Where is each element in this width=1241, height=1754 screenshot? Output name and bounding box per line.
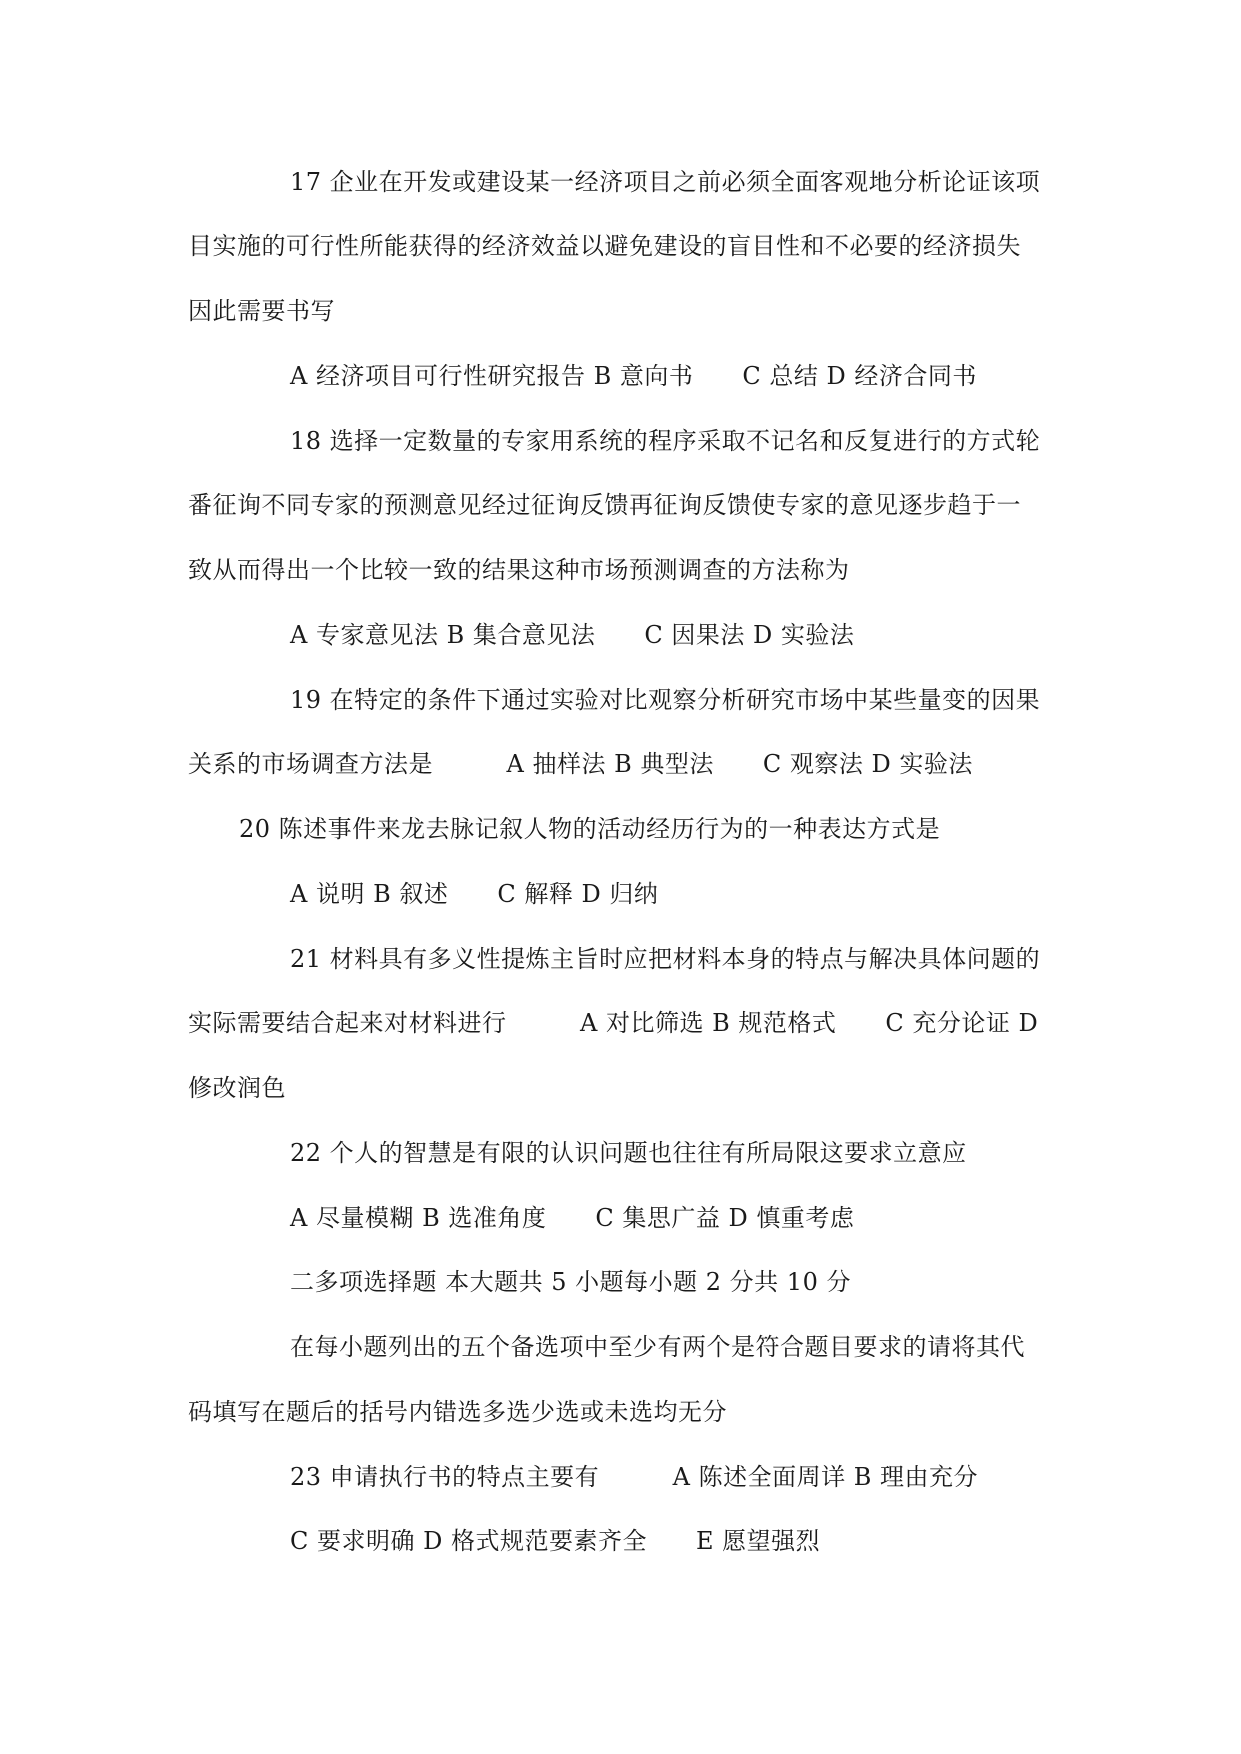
- question-18-line-1: 18 选择一定数量的专家用系统的程序采取不记名和反复进行的方式轮: [290, 427, 1041, 455]
- section-instructions-line-1: 在每小题列出的五个备选项中至少有两个是符合题目要求的请将其代: [290, 1333, 1025, 1361]
- section-instructions-line-2: 码填写在题后的括号内错选多选少选或未选均无分: [188, 1398, 727, 1426]
- question-20-options: A 说明 B 叙述 C 解释 D 归纳: [290, 880, 659, 908]
- question-22-line-1: 22 个人的智慧是有限的认识问题也往往有所局限这要求立意应: [290, 1139, 967, 1167]
- question-17-line-1: 17 企业在开发或建设某一经济项目之前必须全面客观地分析论证该项: [290, 168, 1041, 196]
- question-22-options: A 尽量模糊 B 选准角度 C 集思广益 D 慎重考虑: [290, 1204, 855, 1232]
- question-23-line-1: 23 申请执行书的特点主要有 A 陈述全面周详 B 理由充分: [290, 1463, 979, 1491]
- question-17-line-2: 目实施的可行性所能获得的经济效益以避免建设的盲目性和不必要的经济损失: [188, 232, 1021, 260]
- question-19-line-1: 19 在特定的条件下通过实验对比观察分析研究市场中某些量变的因果: [290, 686, 1041, 714]
- question-20-line-1: 20 陈述事件来龙去脉记叙人物的活动经历行为的一种表达方式是: [239, 815, 941, 843]
- question-18-options: A 专家意见法 B 集合意见法 C 因果法 D 实验法: [290, 621, 855, 649]
- question-21-line-3: 修改润色: [188, 1074, 286, 1102]
- question-21-line-1: 21 材料具有多义性提炼主旨时应把材料本身的特点与解决具体问题的: [290, 945, 1041, 973]
- question-23-options: C 要求明确 D 格式规范要素齐全 E 愿望强烈: [290, 1527, 821, 1555]
- question-18-line-3: 致从而得出一个比较一致的结果这种市场预测调查的方法称为: [188, 556, 850, 584]
- question-17-options: A 经济项目可行性研究报告 B 意向书 C 总结 D 经济合同书: [290, 362, 977, 390]
- question-17-line-3: 因此需要书写: [188, 297, 335, 325]
- question-18-line-2: 番征询不同专家的预测意见经过征询反馈再征询反馈使专家的意见逐步趋于一: [188, 491, 1021, 519]
- question-19-line-2: 关系的市场调查方法是 A 抽样法 B 典型法 C 观察法 D 实验法: [188, 750, 973, 778]
- section-heading: 二多项选择题 本大题共 5 小题每小题 2 分共 10 分: [290, 1268, 851, 1296]
- question-21-line-2: 实际需要结合起来对材料进行 A 对比筛选 B 规范格式 C 充分论证 D: [188, 1009, 1039, 1037]
